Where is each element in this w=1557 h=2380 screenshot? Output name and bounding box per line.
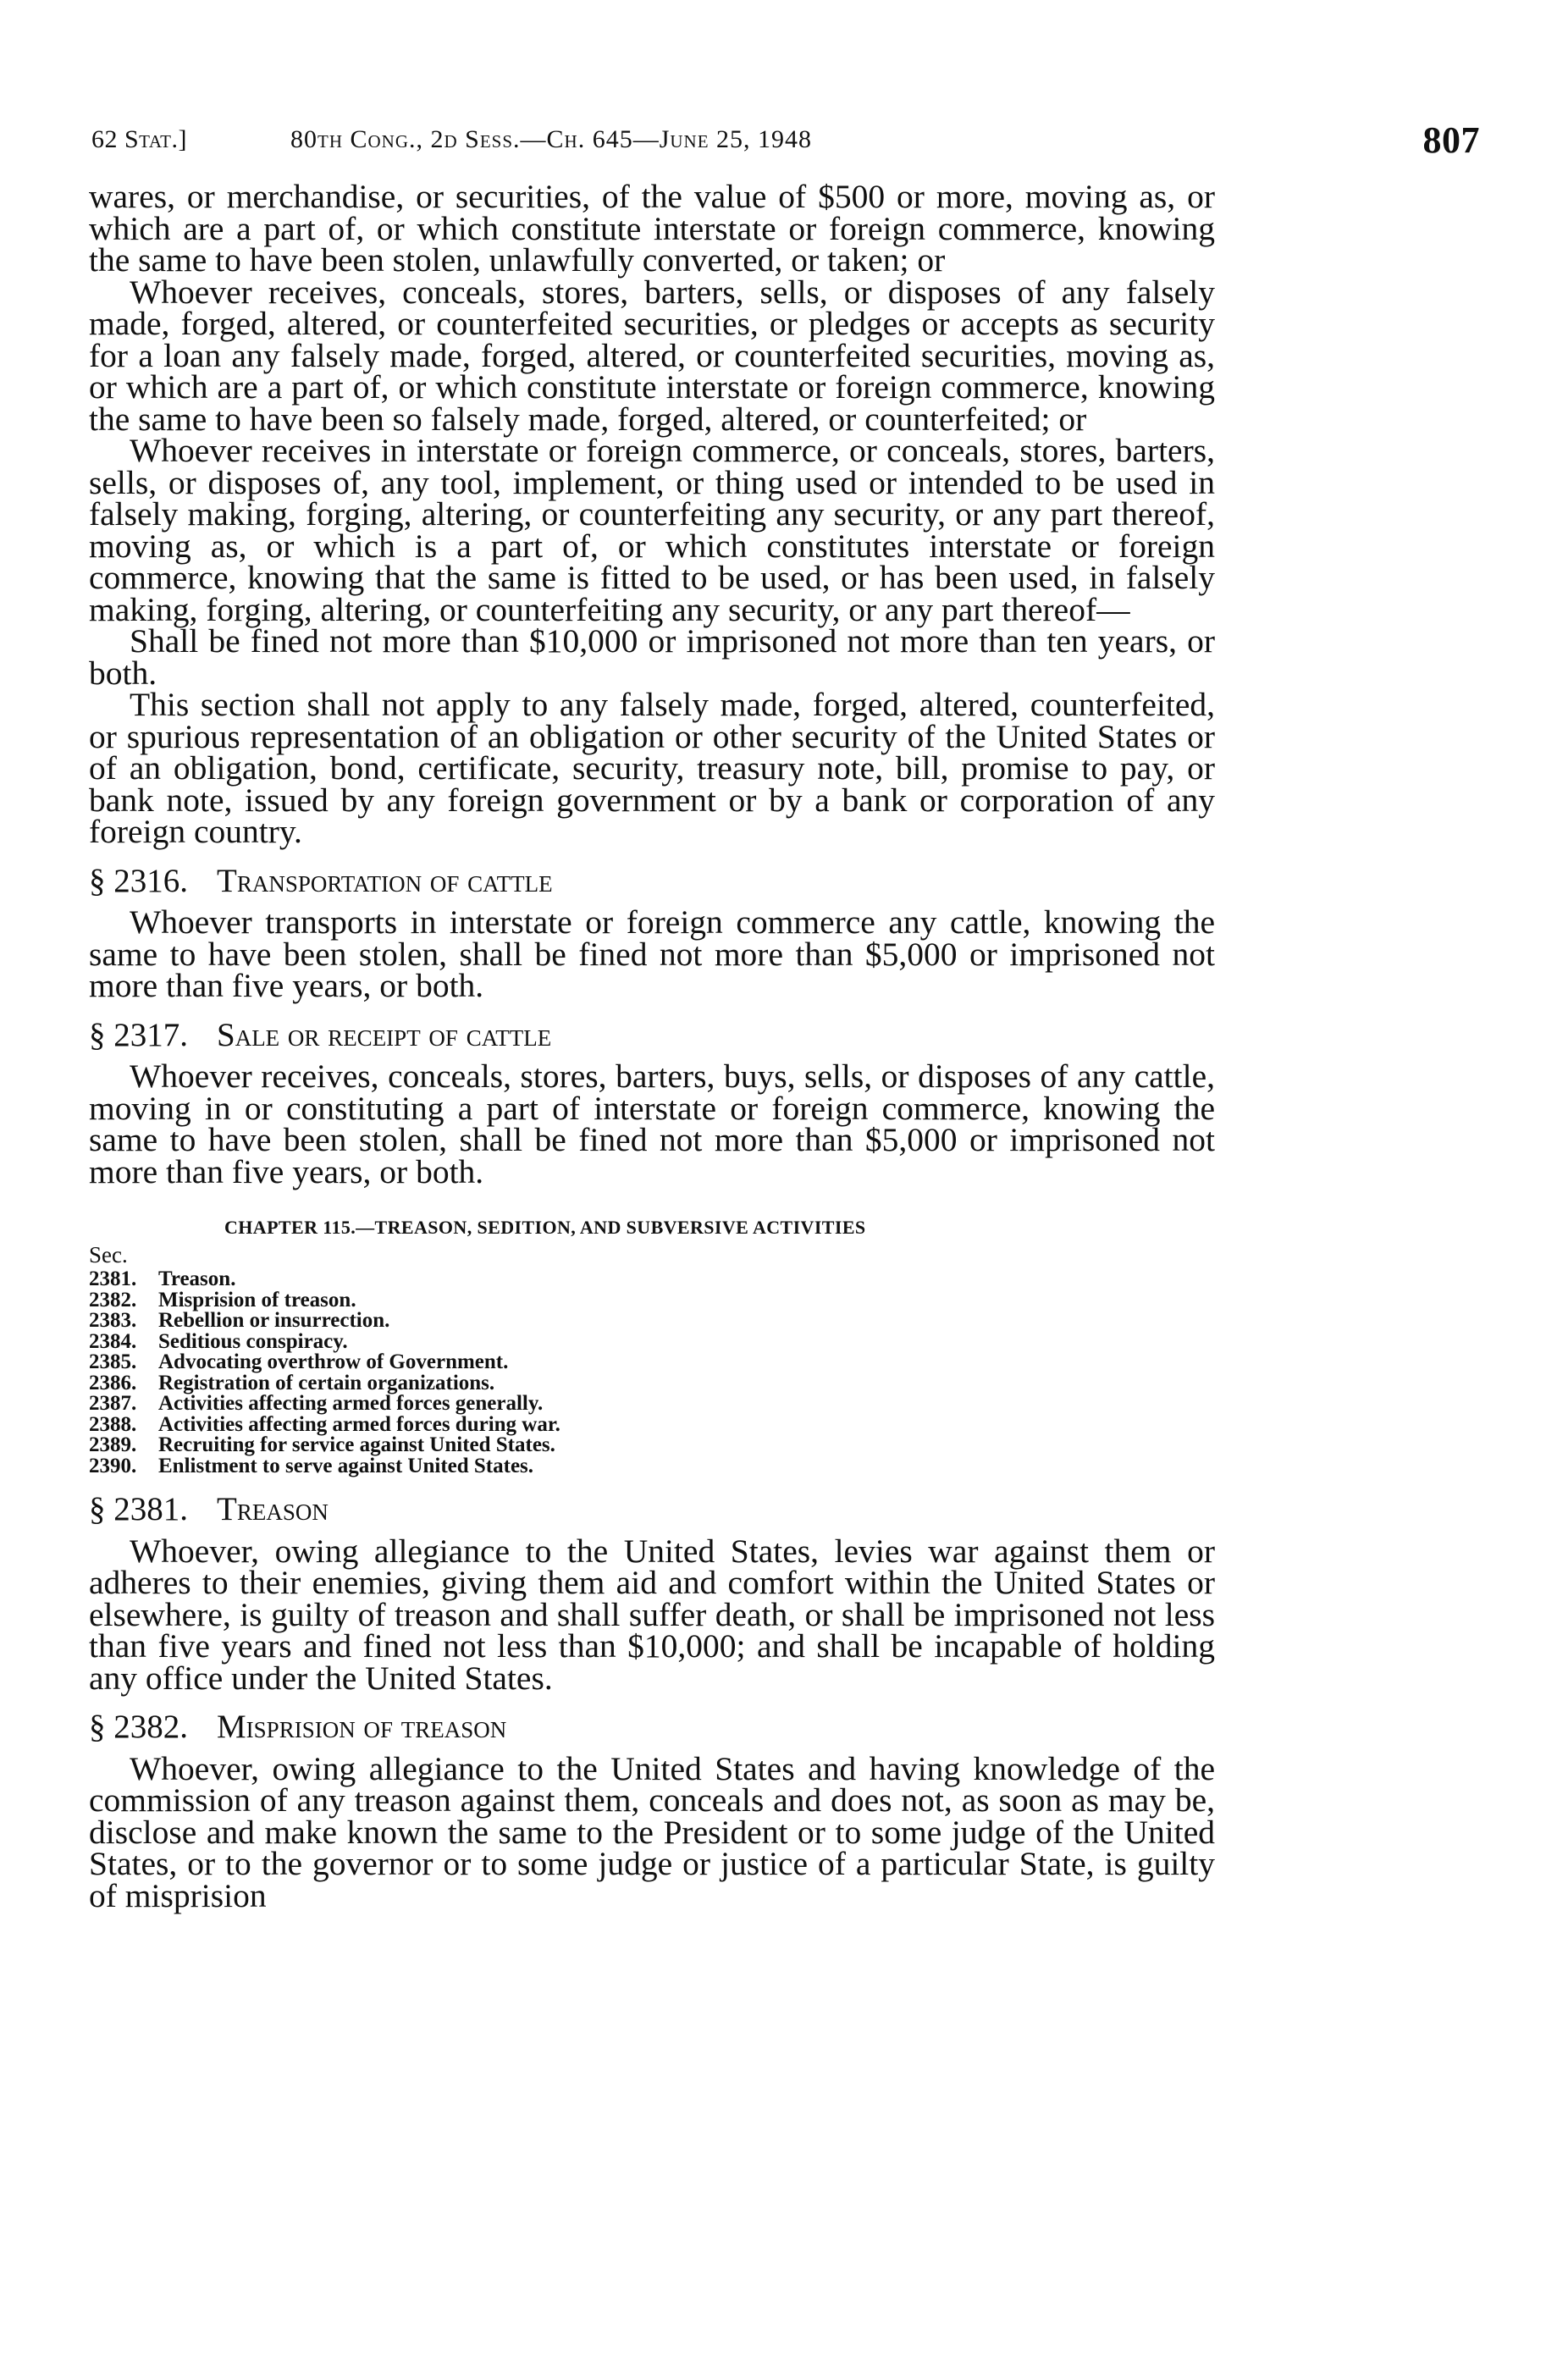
section-2381 [89, 1491, 1215, 1697]
section-2316 [89, 862, 1215, 1004]
toc-number: 2389. [89, 1433, 137, 1456]
penalty-paragraph: Shall be fined not more than $10,000 or imprisoned not more than ten years, or both. [89, 622, 1215, 692]
toc-row [89, 1311, 1215, 1332]
exception-paragraph: This section shall not apply to any falsely made, forged, altered, counterfeited, or spurious representation of an obligation or other security of the United States or of an obligation, bond, certificate, security, treasury note, bill, promise to pay, or bank note, issued by any foreign government or by a bank or corporation of any foreign country. [89, 686, 1215, 850]
toc-row [89, 1456, 1215, 1477]
running-head [91, 119, 1480, 161]
toc-title: Registration of certain organizations. [158, 1371, 495, 1394]
toc-title: Rebellion or insurrection. [158, 1309, 390, 1332]
paragraph-continued: wares, or merchandise, or securities, of the value of $500 or more, moving as, or which are a part of, or which constitute interstate or foreign commerce, knowing the same to have been stolen, unlawfully converted, or taken; or [89, 178, 1215, 279]
chapter-heading: CHAPTER 115.—TREASON, SEDITION, AND SUBVERSIVE ACTIVITIES [224, 1217, 866, 1238]
section-text: Whoever, owing allegiance to the United States and having knowledge of the commission of any treason against them, conceals and does not, as soon as may be, disclose and make known the same to the President or to some judge of the United States, or to the governor or to some judge or justice of a particular State, is guilty of misprision [89, 1749, 1215, 1914]
toc-row [89, 1290, 1215, 1311]
toc-row [89, 1352, 1215, 1373]
section-number: § 2317. [89, 1016, 188, 1053]
page-number: 807 [1422, 119, 1480, 161]
toc-row [89, 1412, 1215, 1436]
section-heading [89, 1016, 1215, 1053]
section-heading [89, 1711, 1215, 1743]
toc-number: 2386. [89, 1371, 137, 1394]
section-number: § 2316. [89, 862, 188, 899]
toc-title: Enlistment to serve against United States. [158, 1454, 534, 1477]
section-text: Whoever receives, conceals, stores, barters, buys, sells, or disposes of any cattle, moving in or constituting a part of interstate or foreign commerce, knowing the same to have been stolen, shall be fined not more than $5,000 or imprisoned not more than five years, or both. [89, 1057, 1215, 1190]
section-heading [89, 862, 1215, 899]
toc-number: 2388. [89, 1412, 137, 1436]
section-2317 [89, 1016, 1215, 1190]
section-number: § 2381. [89, 1491, 188, 1527]
toc-title: Misprision of treason. [158, 1288, 356, 1311]
toc-number: 2384. [89, 1329, 137, 1353]
toc-row [89, 1269, 1215, 1290]
section-2382 [89, 1711, 1215, 1912]
toc-title: Treason. [158, 1267, 236, 1290]
toc-number: 2382. [89, 1288, 137, 1311]
toc-label: Sec. [89, 1242, 128, 1267]
section-title: Misprision of treason [217, 1709, 507, 1745]
toc-row [89, 1329, 1215, 1353]
section-title: Sale or receipt of cattle [217, 1016, 552, 1053]
section-number: § 2382. [89, 1709, 188, 1745]
session-chapter-date: 80th Cong., 2d Sess.—Ch. 645—June 25, 1948 [290, 125, 813, 153]
chapter-table-of-contents [89, 1269, 1215, 1477]
toc-number: 2387. [89, 1392, 137, 1415]
toc-title: Activities affecting armed forces during war. [158, 1412, 560, 1436]
volume-reference: 62 Stat.] [91, 125, 187, 153]
toc-number: 2390. [89, 1454, 137, 1477]
toc-row [89, 1435, 1215, 1456]
section-heading [89, 1491, 1215, 1527]
section-text: Whoever, owing allegiance to the United States, levies war against them or adheres to their enemies, giving them aid and comfort within the United States or elsewhere, is guilty of treason and shall suffer death, or shall be imprisoned not less than five years and fined not less than $10,000; and shall be incapable of holding any office under the United States. [89, 1532, 1215, 1697]
toc-title: Activities affecting armed forces generally. [158, 1392, 544, 1415]
section-text: Whoever transports in interstate or foreign commerce any cattle, knowing the same to have been stolen, shall be fined not more than $5,000 or imprisoned not more than five years, or both. [89, 903, 1215, 1004]
section-title: Transportation of cattle [217, 862, 553, 899]
paragraph: Whoever receives in interstate or foreign commerce, or conceals, stores, barters, sells, or disposes of, any tool, implement, or thing used or intended to be used in falsely making, forging, altering, or counterfeiting any security, or any part thereof, moving as, or which is a part of, or which constitutes interstate or foreign commerce, knowing that the same is fitted to be used, or has been used, in falsely making, forging, altering, or counterfeiting any security, or any part thereof— [89, 432, 1215, 628]
toc-row [89, 1394, 1215, 1415]
toc-number: 2383. [89, 1309, 137, 1332]
paragraph: Whoever receives, conceals, stores, barters, sells, or disposes of any falsely made, forged, altered, or counterfeited securities, or pledges or accepts as security for a loan any falsely made, forged, altered, or counterfeited securities, moving as, or which are a part of, or which constitute interstate or foreign commerce, knowing the same to have been so falsely made, forged, altered, or counterfeited; or [89, 273, 1215, 438]
toc-title: Recruiting for service against United States. [158, 1433, 555, 1456]
toc-number: 2385. [89, 1350, 137, 1373]
toc-title: Seditious conspiracy. [158, 1329, 348, 1353]
statute-text [89, 178, 1215, 1914]
toc-row [89, 1373, 1215, 1394]
toc-title: Advocating overthrow of Government. [158, 1350, 509, 1373]
section-title: Treason [217, 1491, 329, 1527]
toc-number: 2381. [89, 1267, 137, 1290]
